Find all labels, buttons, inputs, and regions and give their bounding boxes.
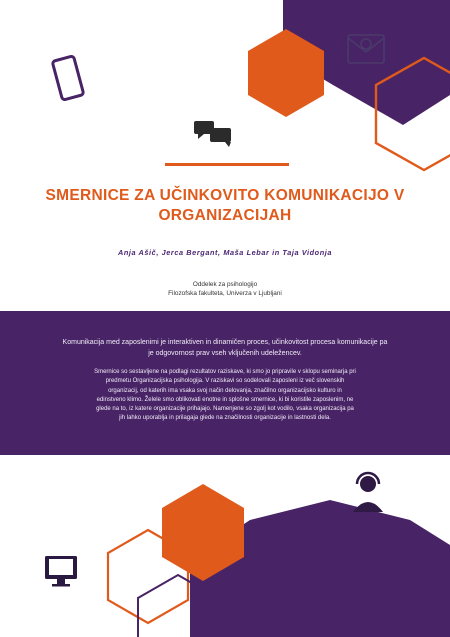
body-line: edinstveno klimo. Želele smo oblikovati enotne in splošne smernice, ki bi koristile zaposlenim, ne — [96, 396, 354, 403]
title-line-2: ORGANIZACIJAH — [158, 207, 292, 224]
monitor-icon — [45, 556, 77, 587]
document-title — [20, 186, 430, 226]
body-line: Smernice so sestavljene na podlagi rezultatov raziskave, ki smo jo pripravile v sklopu seminarja pri — [94, 369, 356, 375]
envelope-icon — [348, 35, 384, 63]
body-line: glede na to, iz katere organizacije prihajajo. Namenjene so zgolj kot vodilo, vsaka organizacija pa — [96, 406, 354, 413]
headset-user-icon — [353, 473, 383, 512]
authors: Anja Ašič, Jerca Bergant, Maša Lebar in Taja Vidonja — [117, 248, 333, 257]
department: Oddelek za psihologijo — [192, 281, 258, 288]
title-accent-rule — [165, 163, 289, 166]
intro-paragraph: Komunikacija med zaposlenimi je interaktiven in dinamičen proces, učinkovitost procesa komunikacije pa je odgovornost prav vseh vključenih udeležencev. — [62, 339, 388, 357]
title-line-1: SMERNICE ZA UČINKOVITO KOMUNIKACIJO V — [45, 187, 405, 204]
body-line: organizacij, od katerih ima vsaka svoj način delovanja, značilno organizacijsko kulturo in — [108, 387, 342, 394]
faculty: Filozofska fakulteta, Univerza v Ljubljani — [168, 290, 282, 297]
body-line: jih lahko uporablja in prilagaja glede na značilnosti organizacije in lastnosti dela. — [119, 415, 331, 422]
affiliation — [20, 280, 430, 298]
body-paragraph — [55, 368, 395, 424]
body-line: predmetu Organizacijska psihologija. V raziskavi so sodelovali zaposleni iz več slovenskih — [105, 378, 345, 385]
chat-bubbles-icon — [194, 121, 231, 147]
smartphone-icon — [52, 56, 84, 100]
